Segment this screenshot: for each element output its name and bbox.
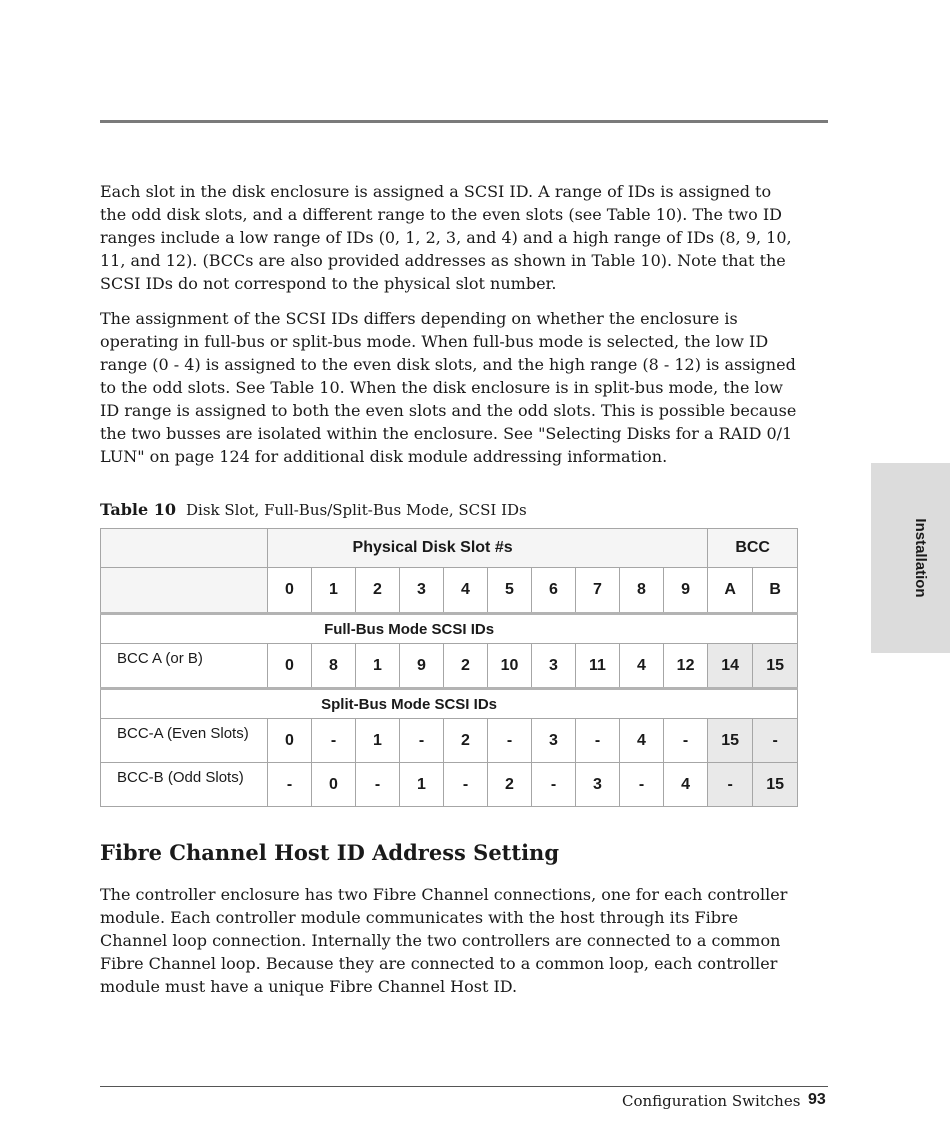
bcc-cell: 15 bbox=[753, 763, 798, 807]
side-tab-label: Installation bbox=[912, 518, 929, 598]
table-cell: 1 bbox=[356, 644, 400, 689]
table-cell: 0 bbox=[268, 644, 312, 689]
header-physical-disk-slot: Physical Disk Slot #s bbox=[268, 529, 708, 568]
table-header-row-top bbox=[101, 529, 798, 568]
column-header: 2 bbox=[356, 568, 400, 614]
full-bus-section-row bbox=[101, 614, 798, 644]
table-caption-title: Disk Slot, Full-Bus/Split-Bus Mode, SCSI IDs bbox=[186, 501, 527, 519]
bcc-cell: 15 bbox=[708, 719, 753, 763]
split-bus-section-title: Split-Bus Mode SCSI IDs bbox=[101, 689, 798, 719]
table-row bbox=[101, 719, 798, 763]
column-header: 7 bbox=[576, 568, 620, 614]
page-number: 93 bbox=[808, 1091, 826, 1108]
bcc-cell: - bbox=[708, 763, 753, 807]
table-cell: 2 bbox=[488, 763, 532, 807]
table-row bbox=[101, 763, 798, 807]
column-header: A bbox=[708, 568, 753, 614]
top-rule bbox=[100, 120, 828, 123]
table-cell: 1 bbox=[400, 763, 444, 807]
table-caption bbox=[100, 500, 527, 519]
column-header: 0 bbox=[268, 568, 312, 614]
table-cell: - bbox=[576, 719, 620, 763]
section-side-tab bbox=[871, 463, 950, 653]
footer-rule bbox=[100, 1086, 828, 1087]
table-row bbox=[101, 644, 798, 689]
section-heading: Fibre Channel Host ID Address Setting bbox=[100, 840, 560, 865]
table-cell: 10 bbox=[488, 644, 532, 689]
column-header: 9 bbox=[664, 568, 708, 614]
bcc-cell: 15 bbox=[753, 644, 798, 689]
table-cell: 4 bbox=[620, 719, 664, 763]
column-header: B bbox=[753, 568, 798, 614]
table-cell: - bbox=[488, 719, 532, 763]
table-cell: 12 bbox=[664, 644, 708, 689]
table-cell: - bbox=[400, 719, 444, 763]
bcc-cell: 14 bbox=[708, 644, 753, 689]
split-bus-section-row bbox=[101, 689, 798, 719]
table-cell: 4 bbox=[664, 763, 708, 807]
column-header: 4 bbox=[444, 568, 488, 614]
scsi-id-table bbox=[100, 528, 798, 807]
table-cell: 0 bbox=[312, 763, 356, 807]
table-cell: 8 bbox=[312, 644, 356, 689]
fibre-channel-paragraph: The controller enclosure has two Fibre Channel connections, one for each controller module. Each controller module communicates with the host through its Fibre Channel loop connection. Internally the two controllers are connected to a common Fibre Channel loop. Because they are connected to a common loop, each controller module must have a unique Fibre Channel Host ID. bbox=[100, 885, 788, 996]
table-cell: - bbox=[268, 763, 312, 807]
column-header: 5 bbox=[488, 568, 532, 614]
table-cell: - bbox=[620, 763, 664, 807]
header-empty-cell bbox=[101, 568, 268, 614]
table-cell: 4 bbox=[620, 644, 664, 689]
column-header: 3 bbox=[400, 568, 444, 614]
table-cell: 1 bbox=[356, 719, 400, 763]
table-cell: 3 bbox=[532, 719, 576, 763]
table-cell: 0 bbox=[268, 719, 312, 763]
table-cell: 3 bbox=[576, 763, 620, 807]
bcc-cell: - bbox=[753, 719, 798, 763]
table-caption-number: Table 10 bbox=[100, 500, 177, 519]
table-cell: - bbox=[444, 763, 488, 807]
table-cell: 3 bbox=[532, 644, 576, 689]
row-label: BCC A (or B) bbox=[101, 644, 268, 689]
column-header: 6 bbox=[532, 568, 576, 614]
table-cell: 2 bbox=[444, 644, 488, 689]
table-cell: - bbox=[356, 763, 400, 807]
table-cell: 9 bbox=[400, 644, 444, 689]
table-cell: - bbox=[532, 763, 576, 807]
intro-paragraph: Each slot in the disk enclosure is assigned a SCSI ID. A range of IDs is assigned to the odd disk slots, and a different range to the even slots (see Table 10). The two ID ranges include a low range of IDs (0, 1, 2, 3, and 4) and a high range of IDs (8, 9, 10, 11, and 12). (BCCs are also provided addresses as shown in Table 10). Note that the SCSI IDs do not correspond to the physical slot number. bbox=[100, 182, 792, 293]
header-bcc: BCC bbox=[708, 529, 798, 568]
assignment-paragraph: The assignment of the SCSI IDs differs depending on whether the enclosure is operating in full-bus or split-bus mode. When full-bus mode is selected, the low ID range (0 - 4) is assigned to the even disk slots, and the high range (8 - 12) is assigned to the odd slots. See Table 10. When the disk enclosure is in split-bus mode, the low ID range is assigned to both the even slots and the odd slots. This is possible because the two busses are isolated within the enclosure. See "Selecting Disks for a RAID 0/1 LUN" on page 124 for additional disk module addressing information. bbox=[100, 309, 797, 466]
table-cell: 2 bbox=[444, 719, 488, 763]
column-header: 8 bbox=[620, 568, 664, 614]
table-cell: 11 bbox=[576, 644, 620, 689]
table-cell: - bbox=[664, 719, 708, 763]
footer-title: Configuration Switches bbox=[622, 1092, 801, 1110]
table-cell: - bbox=[312, 719, 356, 763]
row-label: BCC-A (Even Slots) bbox=[101, 719, 268, 763]
column-header: 1 bbox=[312, 568, 356, 614]
row-label: BCC-B (Odd Slots) bbox=[101, 763, 268, 807]
full-bus-section-title: Full-Bus Mode SCSI IDs bbox=[101, 614, 798, 644]
table-header-row-columns bbox=[101, 568, 798, 614]
header-empty-cell bbox=[101, 529, 268, 568]
